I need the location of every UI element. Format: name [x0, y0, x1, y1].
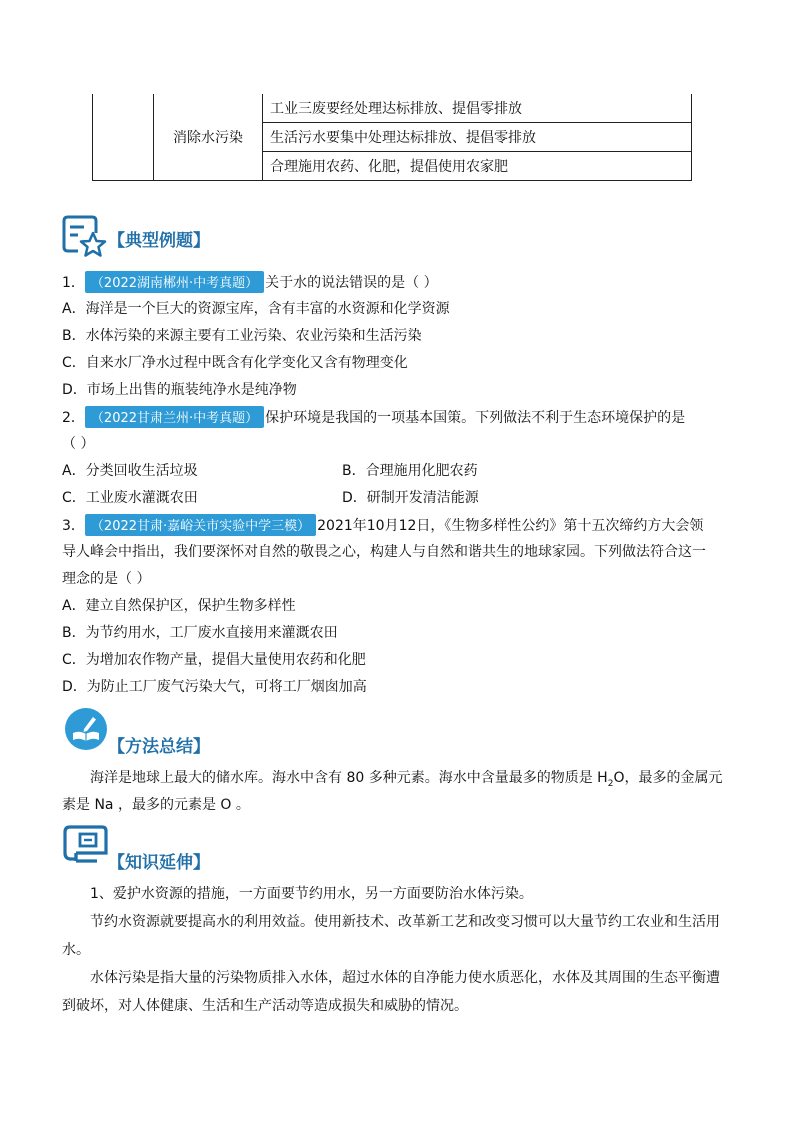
table-category-cell: 消除水污染	[154, 94, 263, 181]
question-2-stem	[62, 406, 685, 428]
option-c: C．为增加农作物产量，提倡大量使用农药和化肥	[62, 652, 366, 668]
source-tag: （2022甘肃·嘉峪关市实验中学三模）	[85, 514, 316, 536]
option-d: D．市场上出售的瓶装纯净水是纯净物	[62, 382, 297, 398]
table-cell: 生活污水要集中处理达标排放、提倡零排放	[263, 123, 692, 152]
table-row	[93, 94, 692, 123]
option-b: B．为节约用水，工厂废水直接用来灌溉农田	[62, 625, 338, 641]
question-3-stem	[62, 514, 703, 536]
option-d: D．研制开发清洁能源	[342, 490, 479, 506]
question-3-stem-cont: 理念的是（ ）	[62, 571, 151, 587]
book-pen-icon	[64, 707, 108, 751]
option-c: C．工业废水灌溉农田	[62, 490, 198, 506]
question-number: 1．	[62, 275, 85, 291]
option-d: D．为防止工厂废气污染大气，可将工厂烟囱加高	[62, 679, 367, 695]
question-2-stem-cont: （ ）	[62, 436, 95, 452]
question-text: 保护环境是我国的一项基本国策。下列做法不利于生态环境保护的是	[265, 410, 686, 426]
table-cell: 合理施用农药、化肥，提倡使用农家肥	[263, 152, 692, 181]
table-cell: 工业三废要经处理达标排放、提倡零排放	[263, 94, 692, 123]
source-tag: （2022湖南郴州·中考真题）	[85, 271, 264, 293]
option-c: C．自来水厂净水过程中既含有化学变化又含有物理变化	[62, 355, 408, 371]
water-pollution-table	[92, 94, 692, 181]
section-title-examples: 【典型例题】	[108, 231, 210, 251]
method-text-line-1: 海洋是地球上最大的储水库。海水中含有 80 多种元素。海水中含量最多的物质是 $H_2O$，最多的金属元	[90, 770, 723, 789]
knowledge-paragraph-2-cont: 水。	[62, 942, 90, 958]
question-number: 2．	[62, 410, 85, 426]
question-3-stem-cont: 导人峰会中指出，我们要深怀对自然的敬畏之心，构建人与自然和谐共生的地球家园。下列做法符合这一	[62, 544, 706, 560]
option-b: B．合理施用化肥农药	[342, 463, 478, 479]
source-tag: （2022甘肃兰州·中考真题）	[85, 406, 264, 428]
question-number: 3．	[62, 518, 85, 534]
question-text: 2021年10月12日，《生物多样性公约》第十五次缔约方大会领	[317, 518, 704, 534]
knowledge-paragraph-3: 水体污染是指大量的污染物质排入水体，超过水体的自净能力使水质恶化，水体及其周围的生态平衡遭	[90, 970, 720, 986]
option-a: A．分类回收生活垃圾	[62, 463, 198, 479]
section-title-method: 【方法总结】	[108, 737, 210, 757]
scroll-icon	[63, 823, 109, 865]
question-1-stem	[62, 271, 438, 293]
knowledge-paragraph-2: 节约水资源就要提高水的利用效益。使用新技术、改革新工艺和改变习惯可以大量节约工农业和生活用	[90, 914, 720, 930]
table-blank-cell	[93, 94, 154, 181]
star-document-icon	[62, 213, 108, 259]
option-a: A．海洋是一个巨大的资源宝库，含有丰富的水资源和化学资源	[62, 301, 450, 317]
method-text-line-2: 素是 Na ，最多的元素是 O 。	[62, 797, 250, 813]
section-title-knowledge: 【知识延伸】	[108, 853, 210, 873]
knowledge-paragraph-1: 1、爱护水资源的措施，一方面要节约用水，另一方面要防治水体污染。	[90, 886, 533, 902]
question-text: 关于水的说法错误的是（ ）	[265, 275, 438, 291]
knowledge-paragraph-3-cont: 到破坏，对人体健康、生活和生产活动等造成损失和威胁的情况。	[62, 998, 468, 1014]
option-a: A．建立自然保护区，保护生物多样性	[62, 598, 296, 614]
option-b: B．水体污染的来源主要有工业污染、农业污染和生活污染	[62, 328, 422, 344]
